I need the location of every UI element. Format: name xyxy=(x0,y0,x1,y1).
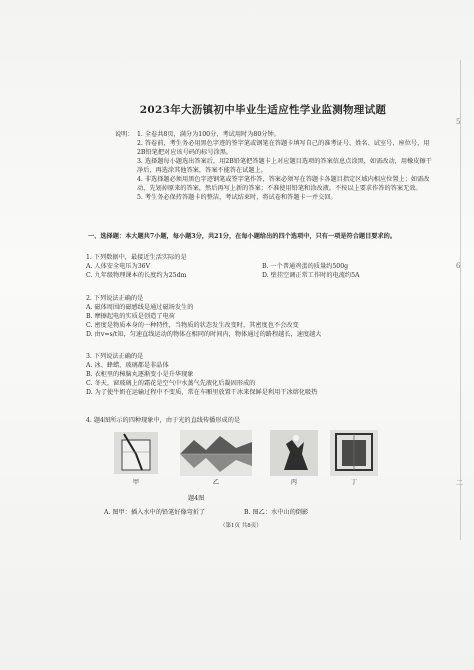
instruction-item: 4. 非选择题必须用黑色字迹钢笔或签字笔作答，答案必须写在答题卡各题目指定区域内相应位置上；如需改动，先划掉原来的答案，然后再写上新的答案；不准使用铅笔和涂改液。不按以上要求作答的答案无效。 xyxy=(137,176,430,192)
margin-line xyxy=(460,60,461,540)
question-3 xyxy=(86,352,438,397)
figure-jia-image xyxy=(112,430,160,476)
question-stem: 2. 下列说法正确的是 xyxy=(86,295,144,302)
option-a: A. 磁体周围的磁感线是通过磁场发生的 xyxy=(86,304,194,311)
exam-page xyxy=(70,88,442,529)
figure-label-bing: 丙 xyxy=(290,479,298,486)
section-heading: 一、选择题：本大题共7小题，每小题3分，共21分，在每小题给出的四个选项中，只有一项是符合题目要求的。 xyxy=(88,233,397,240)
instruction-item: 5. 考生务必保持答题卡的整洁，考试结束时，将试卷和答题卡一并交回。 xyxy=(137,194,337,201)
figure-ding-image xyxy=(330,430,378,476)
option-c: C. 冬天，窗玻璃上的霜花是空气中水蒸气先液化后凝固形成的 xyxy=(86,380,256,387)
page-footer: （第1页 共8页） xyxy=(220,523,262,529)
instruction-item: 2. 答卷前，考生务必用黑色字迹的签字笔或钢笔在答题卡填写自己的准考证号、姓名、试室号、座位号，用2B铅笔把对应该号码的标号涂黑。 xyxy=(137,140,430,156)
option-a: A. 图甲：插入水中的铅笔好像弯折了 xyxy=(104,509,206,516)
figure-caption: 题4图 xyxy=(188,495,205,502)
question-4 xyxy=(86,416,438,425)
instruction-item: 1. 全卷共8页，满分为100分，考试用时为80分钟。 xyxy=(137,131,280,138)
margin-mark: 6 xyxy=(456,262,461,270)
option-d: D. 壁挂空调正常工作时的电流约5A xyxy=(262,272,360,279)
figure-4 xyxy=(112,430,382,490)
instruction-item: 3. 选择题每小题选出答案后，用2B铅笔把答题卡上对应题目选项的答案信息点涂黑，如需改动，用橡皮擦干净后，再选涂其他答案，答案不能答在试题上。 xyxy=(137,158,432,174)
page-title: 2023年大沥镇初中毕业生适应性学业监测物理试题 xyxy=(139,104,387,116)
instructions-label: 说明： xyxy=(115,131,134,138)
option-d: D. 由v=s/t知，匀速直线运动的物体在相同的时间内，物体通过的路程越长，速度越大 xyxy=(86,331,322,338)
question-1 xyxy=(86,253,438,280)
figure-label-jia: 甲 xyxy=(132,479,140,486)
instructions xyxy=(115,130,435,202)
option-b: B. 摩擦起电的实质是创造了电荷 xyxy=(86,313,175,320)
figure-label-ding: 丁 xyxy=(350,479,358,486)
option-a: A. 冰、蜂蜡、玻璃都是非晶体 xyxy=(86,362,169,369)
question-stem: 1. 下列数据中，最接近生活实际的是 xyxy=(86,254,187,261)
option-b: B. 一个普通鸡蛋的质量约500g xyxy=(262,263,349,270)
margin-mark: 5 xyxy=(456,118,461,126)
option-b: B. 衣柜里的樟脑丸逐渐变小是升华现象 xyxy=(86,371,194,378)
question-stem: 4. 题4图所示的四种现象中，由于光的直线传播形成的是 xyxy=(86,417,241,424)
figure-bing-image xyxy=(270,430,318,476)
option-b: B. 图乙：水中山的倒影 xyxy=(244,509,309,516)
figure-label-yi: 乙 xyxy=(212,479,220,486)
question-stem: 3. 下列说法正确的是 xyxy=(86,353,144,360)
question-2 xyxy=(86,294,438,339)
option-c: C. 密度是物质本身的一种特性，当物质的状态发生改变时，其密度也不会改变 xyxy=(86,322,299,329)
margin-mark: 二 xyxy=(456,479,463,487)
question-4-options xyxy=(104,508,384,517)
option-c: C. 九年级物理课本的长度约为25dm xyxy=(86,272,187,279)
option-d: D. 为了使牛奶在运输过程中不变质，常在车厢里放置干冰来保鲜是利用干冰熔化吸热 xyxy=(86,389,318,396)
figure-yi-image xyxy=(180,430,252,476)
option-a: A. 人体安全电压为36V xyxy=(86,263,151,270)
